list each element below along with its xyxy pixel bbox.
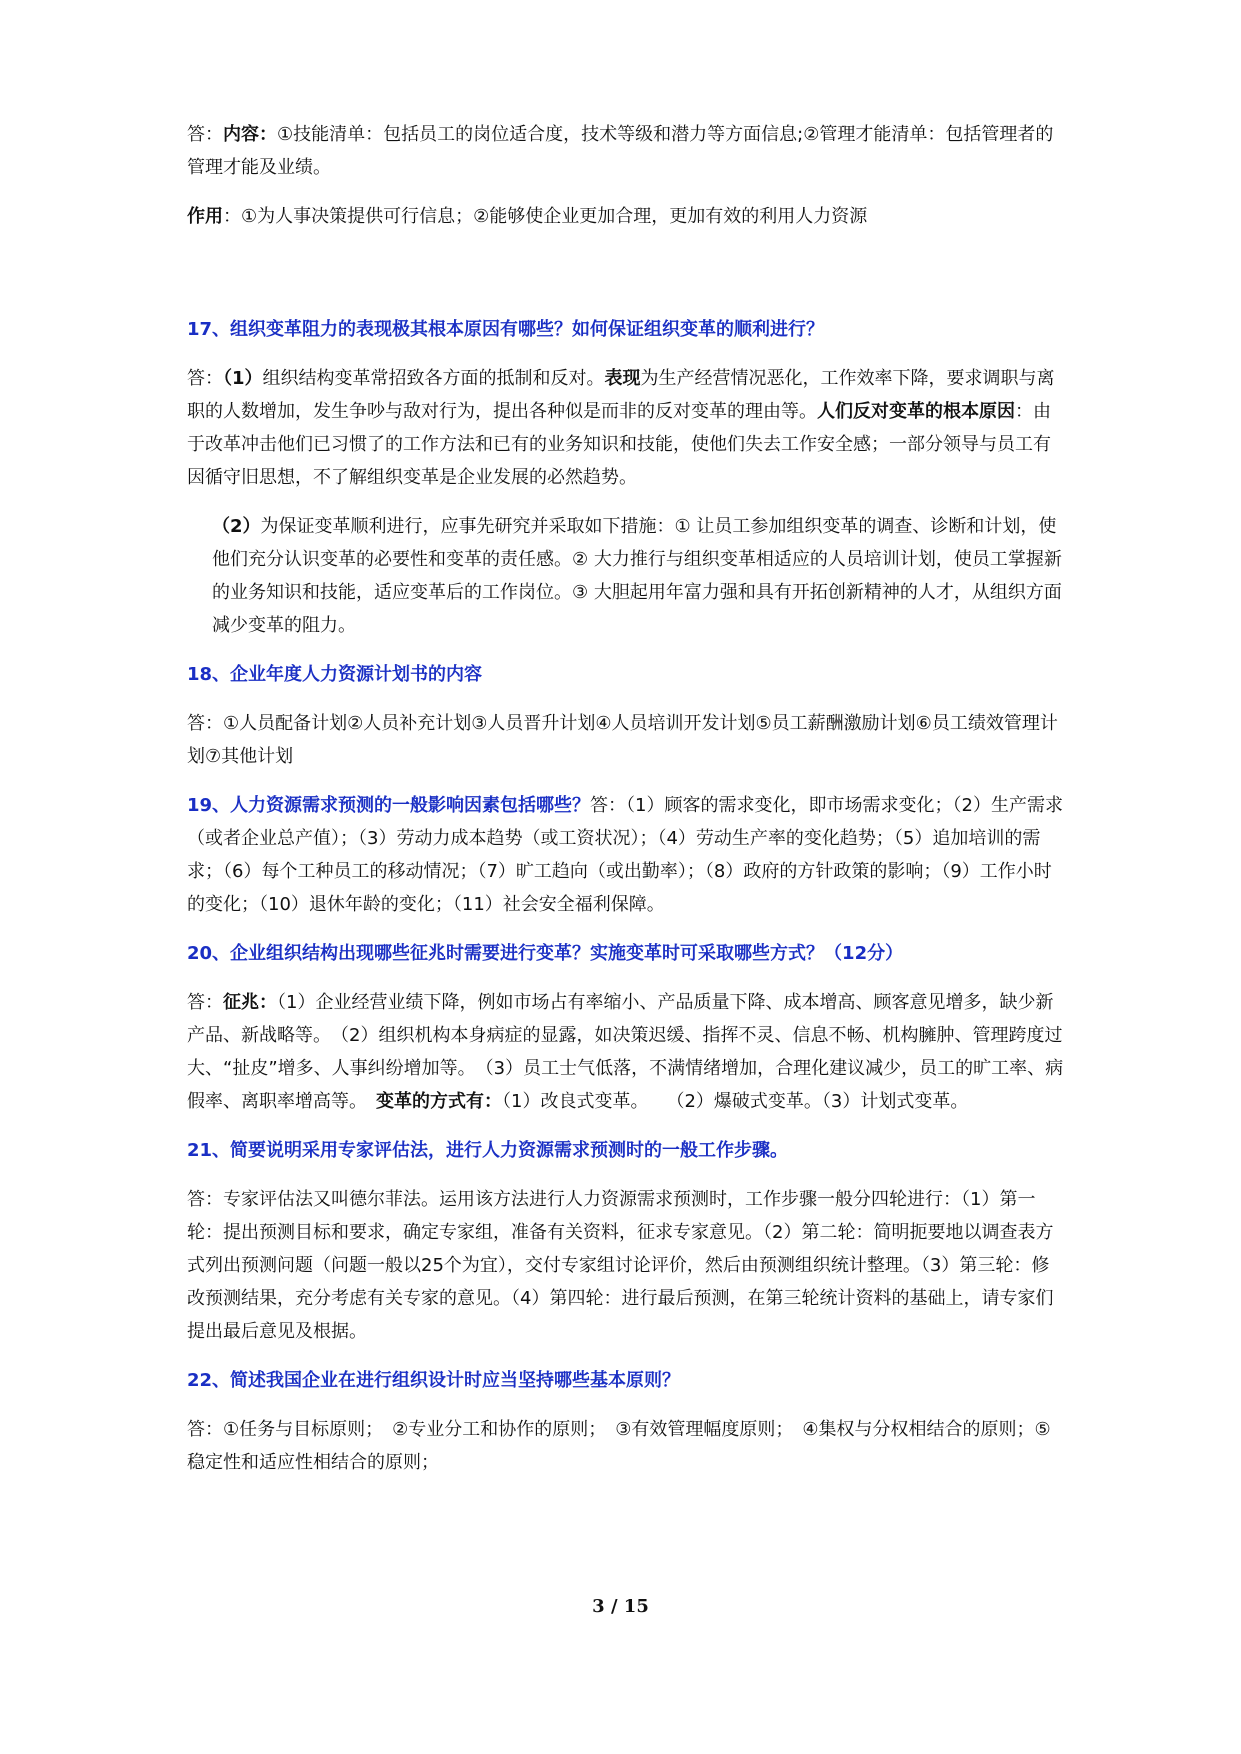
question-19: 19、人力资源需求预测的一般影响因素包括哪些？ [187, 795, 591, 816]
answer-text: （1）改良式变革。 （2）爆破式变革。（3）计划式变革。 [502, 1091, 969, 1112]
question-17: 17、组织变革阻力的表现极其根本原因有哪些？如何保证组织变革的顺利进行？ [187, 319, 825, 340]
answer-17-part1 [187, 362, 1067, 494]
answer-text: 为生产经营情况恶化，工作效率下降，要求调职与离职的人数增加，发生争吵与敌对行为，提出各种似是而非的反对变革的理由等。 [187, 368, 1055, 422]
bold-label-effect: 作用 [187, 206, 223, 227]
page-content [187, 118, 1067, 1479]
answer-prefix: 答： [187, 368, 223, 389]
bold-label-performance: 表现 [604, 368, 641, 389]
answer-16-effect [187, 200, 1067, 233]
bold-label-methods: 变革的方式有： [376, 1091, 502, 1112]
answer-prefix: 答： [187, 124, 223, 145]
answer-prefix: 答： [187, 992, 223, 1013]
answer-18: 答：①人员配备计划②人员补充计划③人员晋升计划④人员培训开发计划⑤员工薪酬激励计划⑥员工绩效管理计划⑦其他计划 [187, 713, 1058, 767]
question-18: 18、企业年度人力资源计划书的内容 [187, 664, 483, 685]
bold-label-content: 内容： [223, 124, 277, 145]
answer-text: ：①为人事决策提供可行信息；②能够使企业更加合理，更加有效的利用人力资源 [223, 206, 868, 227]
page-number: 3 / 15 [592, 1596, 649, 1617]
question-20: 20、企业组织结构出现哪些征兆时需要进行变革？实施变革时可采取哪些方式？（12分） [187, 943, 904, 964]
answer-16-content [187, 118, 1067, 184]
answer-17-part2 [187, 510, 1067, 642]
bold-marker: （1） [223, 368, 263, 389]
answer-22: 答：①任务与目标原则； ②专业分工和协作的原则； ③有效管理幅度原则； ④集权与分权相结合的原则；⑤稳定性和适应性相结合的原则； [187, 1419, 1051, 1473]
answer-19: 答：（1）顾客的需求变化，即市场需求变化；（2）生产需求（或者企业总产值）；（3）劳动力成本趋势（或工资状况）；（4）劳动生产率的变化趋势；（5）追加培训的需求；（6）每个工种员工的移动情况；（7）旷工趋向（或出勤率）；（8）政府的方针政策的影响；（9）工作小时的变化；（10）退休年龄的变化；（11）社会安全福利保障。 [187, 795, 1063, 915]
answer-20 [187, 986, 1067, 1118]
answer-text: ①技能清单：包括员工的岗位适合度，技术等级和潜力等方面信息;②管理才能清单：包括管理者的管理才能及业绩。 [187, 124, 1054, 178]
bold-label-root-cause: 人们反对变革的根本原因 [817, 401, 1015, 422]
bold-label-signs: 征兆： [223, 992, 277, 1013]
question-answer-19 [187, 789, 1067, 921]
bold-marker: （2） [212, 516, 261, 537]
question-21: 21、简要说明采用专家评估法，进行人力资源需求预测时的一般工作步骤。 [187, 1140, 789, 1161]
answer-text: 为保证变革顺利进行，应事先研究并采取如下措施：① 让员工参加组织变革的调查、诊断和计划，使他们充分认识变革的必要性和变革的责任感。② 大力推行与组织变革相适应的人员培训计划，使员工掌握新的业务知识和技能，适应变革后的工作岗位。③ 大胆起用年富力强和具有开拓创新精神的人才，从组织方面减少变革的阻力。 [212, 516, 1062, 636]
answer-21: 答：专家评估法又叫德尔菲法。运用该方法进行人力资源需求预测时，工作步骤一般分四轮进行：（1）第一轮：提出预测目标和要求，确定专家组，准备有关资料，征求专家意见。（2）第二轮：简明扼要地以调查表方式列出预测问题（问题一般以25个为宜），交付专家组讨论评价，然后由预测组织统计整理。（3）第三轮：修改预测结果，充分考虑有关专家的意见。（4）第四轮：进行最后预测，在第三轮统计资料的基础上，请专家们提出最后意见及根据。 [187, 1189, 1054, 1342]
answer-text: ：由于改革冲击他们已习惯了的工作方法和已有的业务知识和技能，使他们失去工作安全感；一部分领导与员工有因循守旧思想，不了解组织变革是企业发展的必然趋势。 [187, 401, 1051, 488]
question-22: 22、简述我国企业在进行组织设计时应当坚持哪些基本原则？ [187, 1370, 681, 1391]
answer-text: 组织结构变革常招致各方面的抵制和反对。 [262, 368, 605, 389]
answer-text: （1）企业经营业绩下降，例如市场占有率缩小、产品质量下降、成本增高、顾客意见增多，缺少新产品、新战略等。 （2）组织机构本身病症的显露，如决策迟缓、指挥不灵、信息不畅、机构臃肿、管理跨度过大、“扯皮”增多、人事纠纷增加等。 （3）员工士气低落，不满情绪增加，合理化建议减少，员工的旷工率、病假率、离职率增高等。 [187, 992, 1064, 1112]
